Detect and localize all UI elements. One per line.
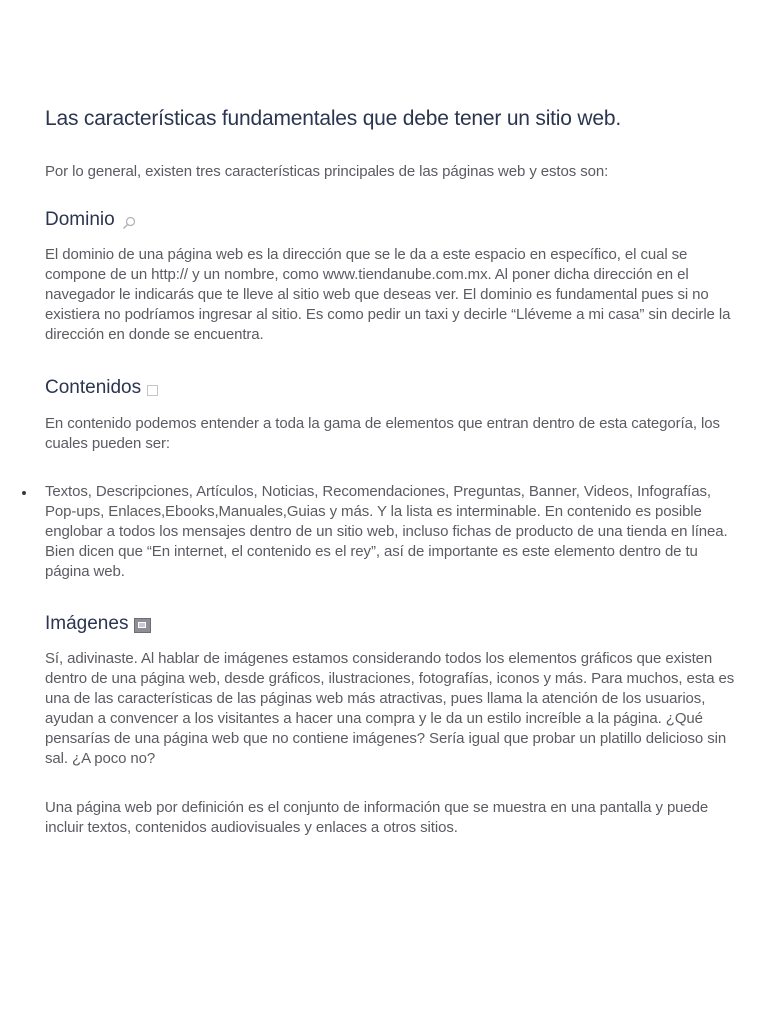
- section-heading-label: Imágenes: [45, 613, 129, 634]
- image-icon: [134, 618, 151, 633]
- document-page: [45, 105, 735, 838]
- list-item-text: Textos, Descripciones, Artículos, Noticias, Recomendaciones, Preguntas, Banner, Videos, Infografías, Pop-ups, Enlaces,Ebooks,Manuales,Guias y más. Y la lista es interminable. En contenido es posible englobar a todos los mensajes dentro de un sitio web, incluso fichas de producto de una tienda en línea. Bien dicen que “En internet, el contenido es el rey”, así de importante es este elemento dentro de tu página web.: [45, 483, 728, 580]
- contenidos-paragraph: En contenido podemos entender a toda la gama de elementos que entran dentro de esta categoría, los cuales pueden ser:: [45, 415, 720, 452]
- section-heading-imagenes: [45, 611, 735, 637]
- closing-paragraph: Una página web por definición es el conjunto de información que se muestra en una pantalla y puede incluir textos, contenidos audiovisuales y enlaces a otros sitios.: [45, 799, 709, 836]
- section-heading-contenidos: [45, 375, 735, 401]
- list-item: [45, 482, 735, 582]
- section-heading-label: Dominio: [45, 209, 115, 230]
- section-heading-label: Contenidos: [45, 377, 142, 398]
- magnifier-icon: [121, 213, 137, 229]
- contenidos-list: [45, 482, 735, 582]
- section-heading-dominio: [45, 207, 735, 233]
- dominio-paragraph: El dominio de una página web es la dirección que se le da a este espacio en específico, el cual se compone de un http:// y un nombre, como www.tiendanube.com.mx. Al poner dicha dirección en el navegador le indicarás que te lleve al sitio web que deseas ver. El dominio es fundamental pues si no existiera no podríamos ingresar al sitio. Es como pedir un taxi y decirle “Lléveme a mi casa” sin decirle la dirección en donde se encuentra.: [45, 246, 731, 343]
- intro-paragraph: Por lo general, existen tres características principales de las páginas web y estos son:: [45, 163, 609, 180]
- page-title: Las características fundamentales que debe tener un sitio web.: [45, 107, 621, 130]
- box-icon: [147, 385, 158, 396]
- imagenes-paragraph: Sí, adivinaste. Al hablar de imágenes estamos considerando todos los elementos gráficos que existen dentro de una página web, desde gráficos, ilustraciones, fotografías, iconos y más. Para muchos, esta es una de las características de las páginas web más atractivas, pues llama la atención de los usuarios, ayudan a convencer a los visitantes a hacer una compra y le da un estilo increíble a la página. ¿Qué pensarías de una página web que no contiene imágenes? Sería igual que probar un platillo delicioso sin sal. ¿A poco no?: [45, 650, 735, 767]
